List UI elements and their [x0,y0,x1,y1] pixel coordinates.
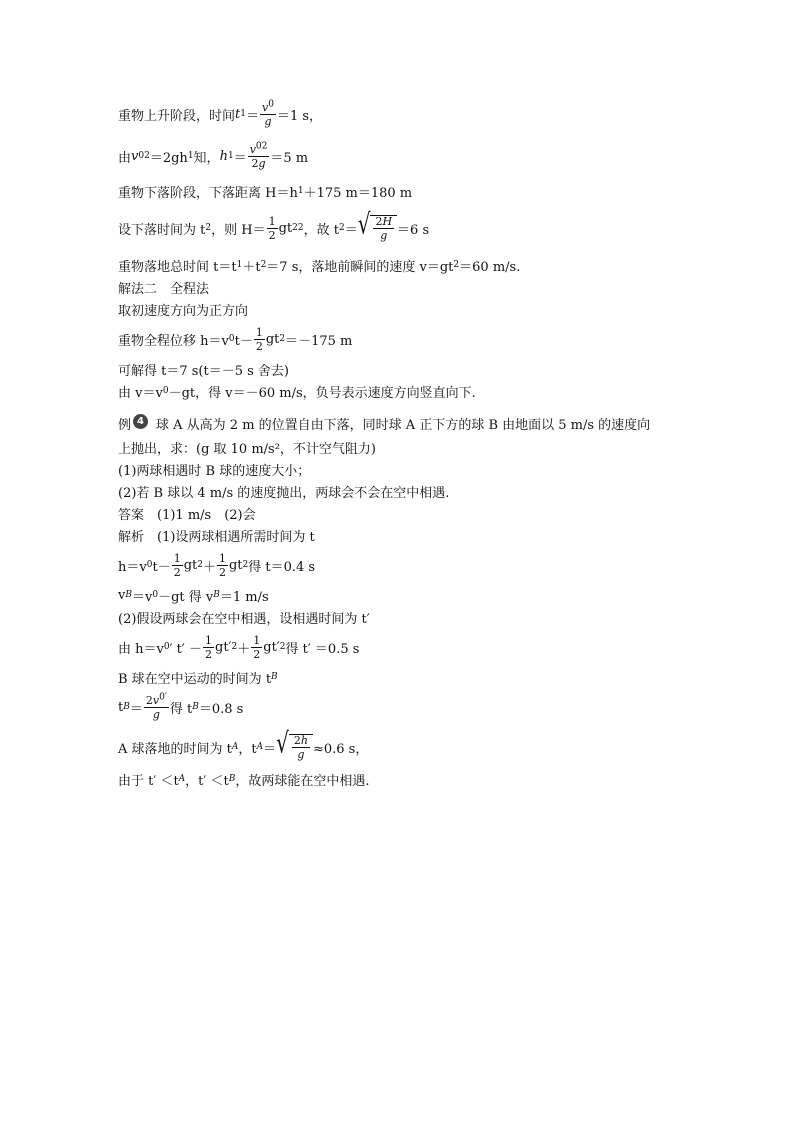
answer-line: 答案 (1)1 m/s (2)会 [118,507,256,523]
question-1: (1)两球相遇时 B 球的速度大小； [118,463,311,479]
h1-line: 由 v 0 2 ＝2gh 1 知， h 1 ＝ $\frac{v^{02}}{2g}$ ＝5 m [118,140,309,170]
fraction: $\frac{1}{2}$ [268,214,276,242]
analysis-heading: 解析 (1)设两球相遇所需时间为 t [118,529,315,545]
tb-heading: B 球在空中运动的时间为 t B [118,671,278,687]
conclusion-line: 由于 t′ ＜t A ，t′ ＜t B ，故两球能在空中相遇. [118,773,370,789]
fraction: $\frac{v^0}{g}$ [262,98,274,128]
solve-line: 可解得 t＝7 s(t＝－5 s 舍去) [118,363,290,379]
fraction: $\frac{1}{2}$ [205,633,212,661]
meeting-equation: h＝v 0 t－ $\frac{1}{2}$ gt 2 ＋ $\frac{1}{2}$ gt 2 得 t＝0.4 s [118,551,316,579]
fraction: $\frac{v^{02}}{2g}$ [249,140,268,170]
velocity-line: 由 v＝v 0 －gt，得 v＝－60 m/s，负号表示速度方向竖直向下. [118,385,476,401]
total-time-line: 重物落地总时间 t＝t 1 ＋t 2 ＝7 s，落地前瞬间的速度 v＝gt 2 ＝60 m/s. [118,259,521,275]
meeting-equation-2: 由 h＝v 0 ′ t′ － $\frac{1}{2}$ gt′ 2 ＋ $\frac{1}{2}$ gt′ 2 得 t′ ＝0.5 s [118,633,360,661]
fraction: $\frac{1}{2}$ [255,325,263,353]
method-heading: 解法二 全程法 [118,281,210,297]
rise-stage-line: 重物上升阶段，时间 t 1 ＝ $\frac{v^0}{g}$ ＝1 s， [118,98,323,128]
fraction: $\frac{2v^{0'}}{g}$ [145,691,167,721]
t2-line: 设下落时间为 t 2 ，则 H＝ $\frac{1}{2}$ gt 2 2 ，故 t 2 ＝ √ $\frac{2H}{g}$ ＝6 s [118,207,430,242]
part2-heading: (2)假设两球会在空中相遇，设相遇时间为 t′ [118,611,370,627]
vb-equation: v B ＝v 0 －gt 得 v B ＝1 m/s [118,587,269,605]
question-2: (2)若 B 球以 4 m/s 的速度抛出，两球会不会在空中相遇. [118,485,450,501]
solution-content [118,96,718,790]
square-root: √ $\frac{2H}{g}$ [358,215,397,241]
tb-equation: t B ＝ $\frac{2v^{0'}}{g}$ 得 t B ＝0.8 s [118,691,244,721]
fall-distance-line: 重物下落阶段，下落距离 H＝h 1 ＋175 m＝180 m [118,185,413,201]
direction-line: 取初速度方向为正方向 [118,303,249,319]
fraction: $\frac{1}{2}$ [218,551,226,579]
example-stem-line1: 例 4 球 A 从高为 2 m 的位置自由下落，同时球 A 正下方的球 B 由地面以 5 m/s 的速度向 [118,415,651,433]
example-number-badge: 4 [133,414,148,429]
ta-line: A 球落地的时间为 t A ，t A ＝ √ $\frac{2h}{g}$ ≈0.6 s， [118,726,369,761]
example-stem-line2: 上抛出，求：(g 取 10 m/s²，不计空气阻力) [118,441,376,457]
fraction: $\frac{1}{2}$ [173,551,181,579]
example-label: 例 [118,417,132,433]
square-root: √ $\frac{2h}{g}$ [276,734,313,760]
fraction: $\frac{1}{2}$ [253,633,261,661]
displacement-line: 重物全程位移 h＝v 0 t－ $\frac{1}{2}$ gt 2 ＝－175 m [118,325,353,353]
